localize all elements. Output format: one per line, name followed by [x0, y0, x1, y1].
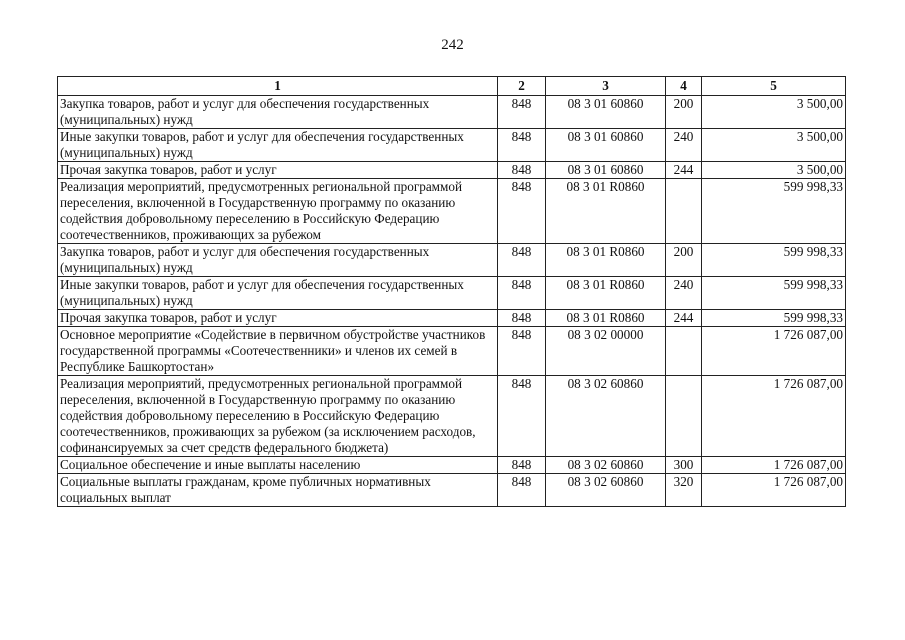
row-vr: 244 — [666, 310, 702, 327]
table-row — [58, 244, 846, 277]
row-csr: 08 3 01 R0860 — [546, 244, 666, 277]
table-row — [58, 327, 846, 376]
row-vr: 320 — [666, 474, 702, 507]
page-number: 242 — [441, 37, 464, 53]
row-ved: 848 — [498, 162, 546, 179]
header-row — [58, 77, 846, 96]
table-row — [58, 277, 846, 310]
table-row — [58, 129, 846, 162]
row-sum: 599 998,33 — [702, 277, 846, 310]
row-ved: 848 — [498, 244, 546, 277]
table-row — [58, 96, 846, 129]
row-sum: 599 998,33 — [702, 179, 846, 244]
row-vr: 300 — [666, 457, 702, 474]
row-name: Основное мероприятие «Содействие в первичном обустройстве участников государственной программы «Соотечественники» и членов их семей в Республике Башкортостан» — [58, 327, 498, 376]
row-csr: 08 3 01 60860 — [546, 129, 666, 162]
row-csr: 08 3 02 60860 — [546, 376, 666, 457]
header-csr: 3 — [546, 77, 666, 96]
row-csr: 08 3 01 60860 — [546, 162, 666, 179]
row-ved: 848 — [498, 96, 546, 129]
row-csr: 08 3 01 R0860 — [546, 310, 666, 327]
row-ved: 848 — [498, 277, 546, 310]
row-name: Реализация мероприятий, предусмотренных региональной программой переселения, включенной в Государственную программу по оказанию содействия добровольному переселению в Российскую Федерацию соотечественников, проживающих за рубежом — [58, 179, 498, 244]
table-row — [58, 179, 846, 244]
row-vr — [666, 327, 702, 376]
row-sum: 1 726 087,00 — [702, 457, 846, 474]
row-name: Прочая закупка товаров, работ и услуг — [58, 162, 498, 179]
row-vr: 200 — [666, 244, 702, 277]
row-sum: 3 500,00 — [702, 96, 846, 129]
row-csr: 08 3 01 R0860 — [546, 179, 666, 244]
row-vr: 240 — [666, 129, 702, 162]
row-name: Иные закупки товаров, работ и услуг для обеспечения государственных (муниципальных) нужд — [58, 129, 498, 162]
row-name: Прочая закупка товаров, работ и услуг — [58, 310, 498, 327]
row-name: Социальные выплаты гражданам, кроме публичных нормативных социальных выплат — [58, 474, 498, 507]
row-csr: 08 3 01 60860 — [546, 96, 666, 129]
row-csr: 08 3 02 60860 — [546, 457, 666, 474]
row-ved: 848 — [498, 474, 546, 507]
row-ved: 848 — [498, 376, 546, 457]
row-vr — [666, 376, 702, 457]
row-sum: 1 726 087,00 — [702, 376, 846, 457]
table-row — [58, 310, 846, 327]
row-sum: 1 726 087,00 — [702, 327, 846, 376]
row-vr — [666, 179, 702, 244]
row-sum: 599 998,33 — [702, 244, 846, 277]
row-csr: 08 3 02 00000 — [546, 327, 666, 376]
row-name: Иные закупки товаров, работ и услуг для обеспечения государственных (муниципальных) нужд — [58, 277, 498, 310]
row-ved: 848 — [498, 129, 546, 162]
row-ved: 848 — [498, 457, 546, 474]
row-ved: 848 — [498, 179, 546, 244]
row-vr: 244 — [666, 162, 702, 179]
header-ved: 2 — [498, 77, 546, 96]
table-row — [58, 376, 846, 457]
row-vr: 240 — [666, 277, 702, 310]
row-ved: 848 — [498, 310, 546, 327]
row-csr: 08 3 02 60860 — [546, 474, 666, 507]
row-name: Закупка товаров, работ и услуг для обеспечения государственных (муниципальных) нужд — [58, 96, 498, 129]
row-csr: 08 3 01 R0860 — [546, 277, 666, 310]
row-sum: 3 500,00 — [702, 162, 846, 179]
table-row — [58, 474, 846, 507]
row-sum: 3 500,00 — [702, 129, 846, 162]
row-name: Закупка товаров, работ и услуг для обеспечения государственных (муниципальных) нужд — [58, 244, 498, 277]
row-vr: 200 — [666, 96, 702, 129]
table-row — [58, 457, 846, 474]
budget-table — [57, 76, 846, 507]
header-name: 1 — [58, 77, 498, 96]
header-sum: 5 — [702, 77, 846, 96]
header-vr: 4 — [666, 77, 702, 96]
row-sum: 599 998,33 — [702, 310, 846, 327]
row-name: Реализация мероприятий, предусмотренных региональной программой переселения, включенной в Государственную программу по оказанию содействия добровольному переселению в Российскую Федерацию соотечественников, проживающих за рубежом (за исключением расходов, софинансируемых за счет средств федерального бюджета) — [58, 376, 498, 457]
row-name: Социальное обеспечение и иные выплаты населению — [58, 457, 498, 474]
table-row — [58, 162, 846, 179]
row-sum: 1 726 087,00 — [702, 474, 846, 507]
row-ved: 848 — [498, 327, 546, 376]
